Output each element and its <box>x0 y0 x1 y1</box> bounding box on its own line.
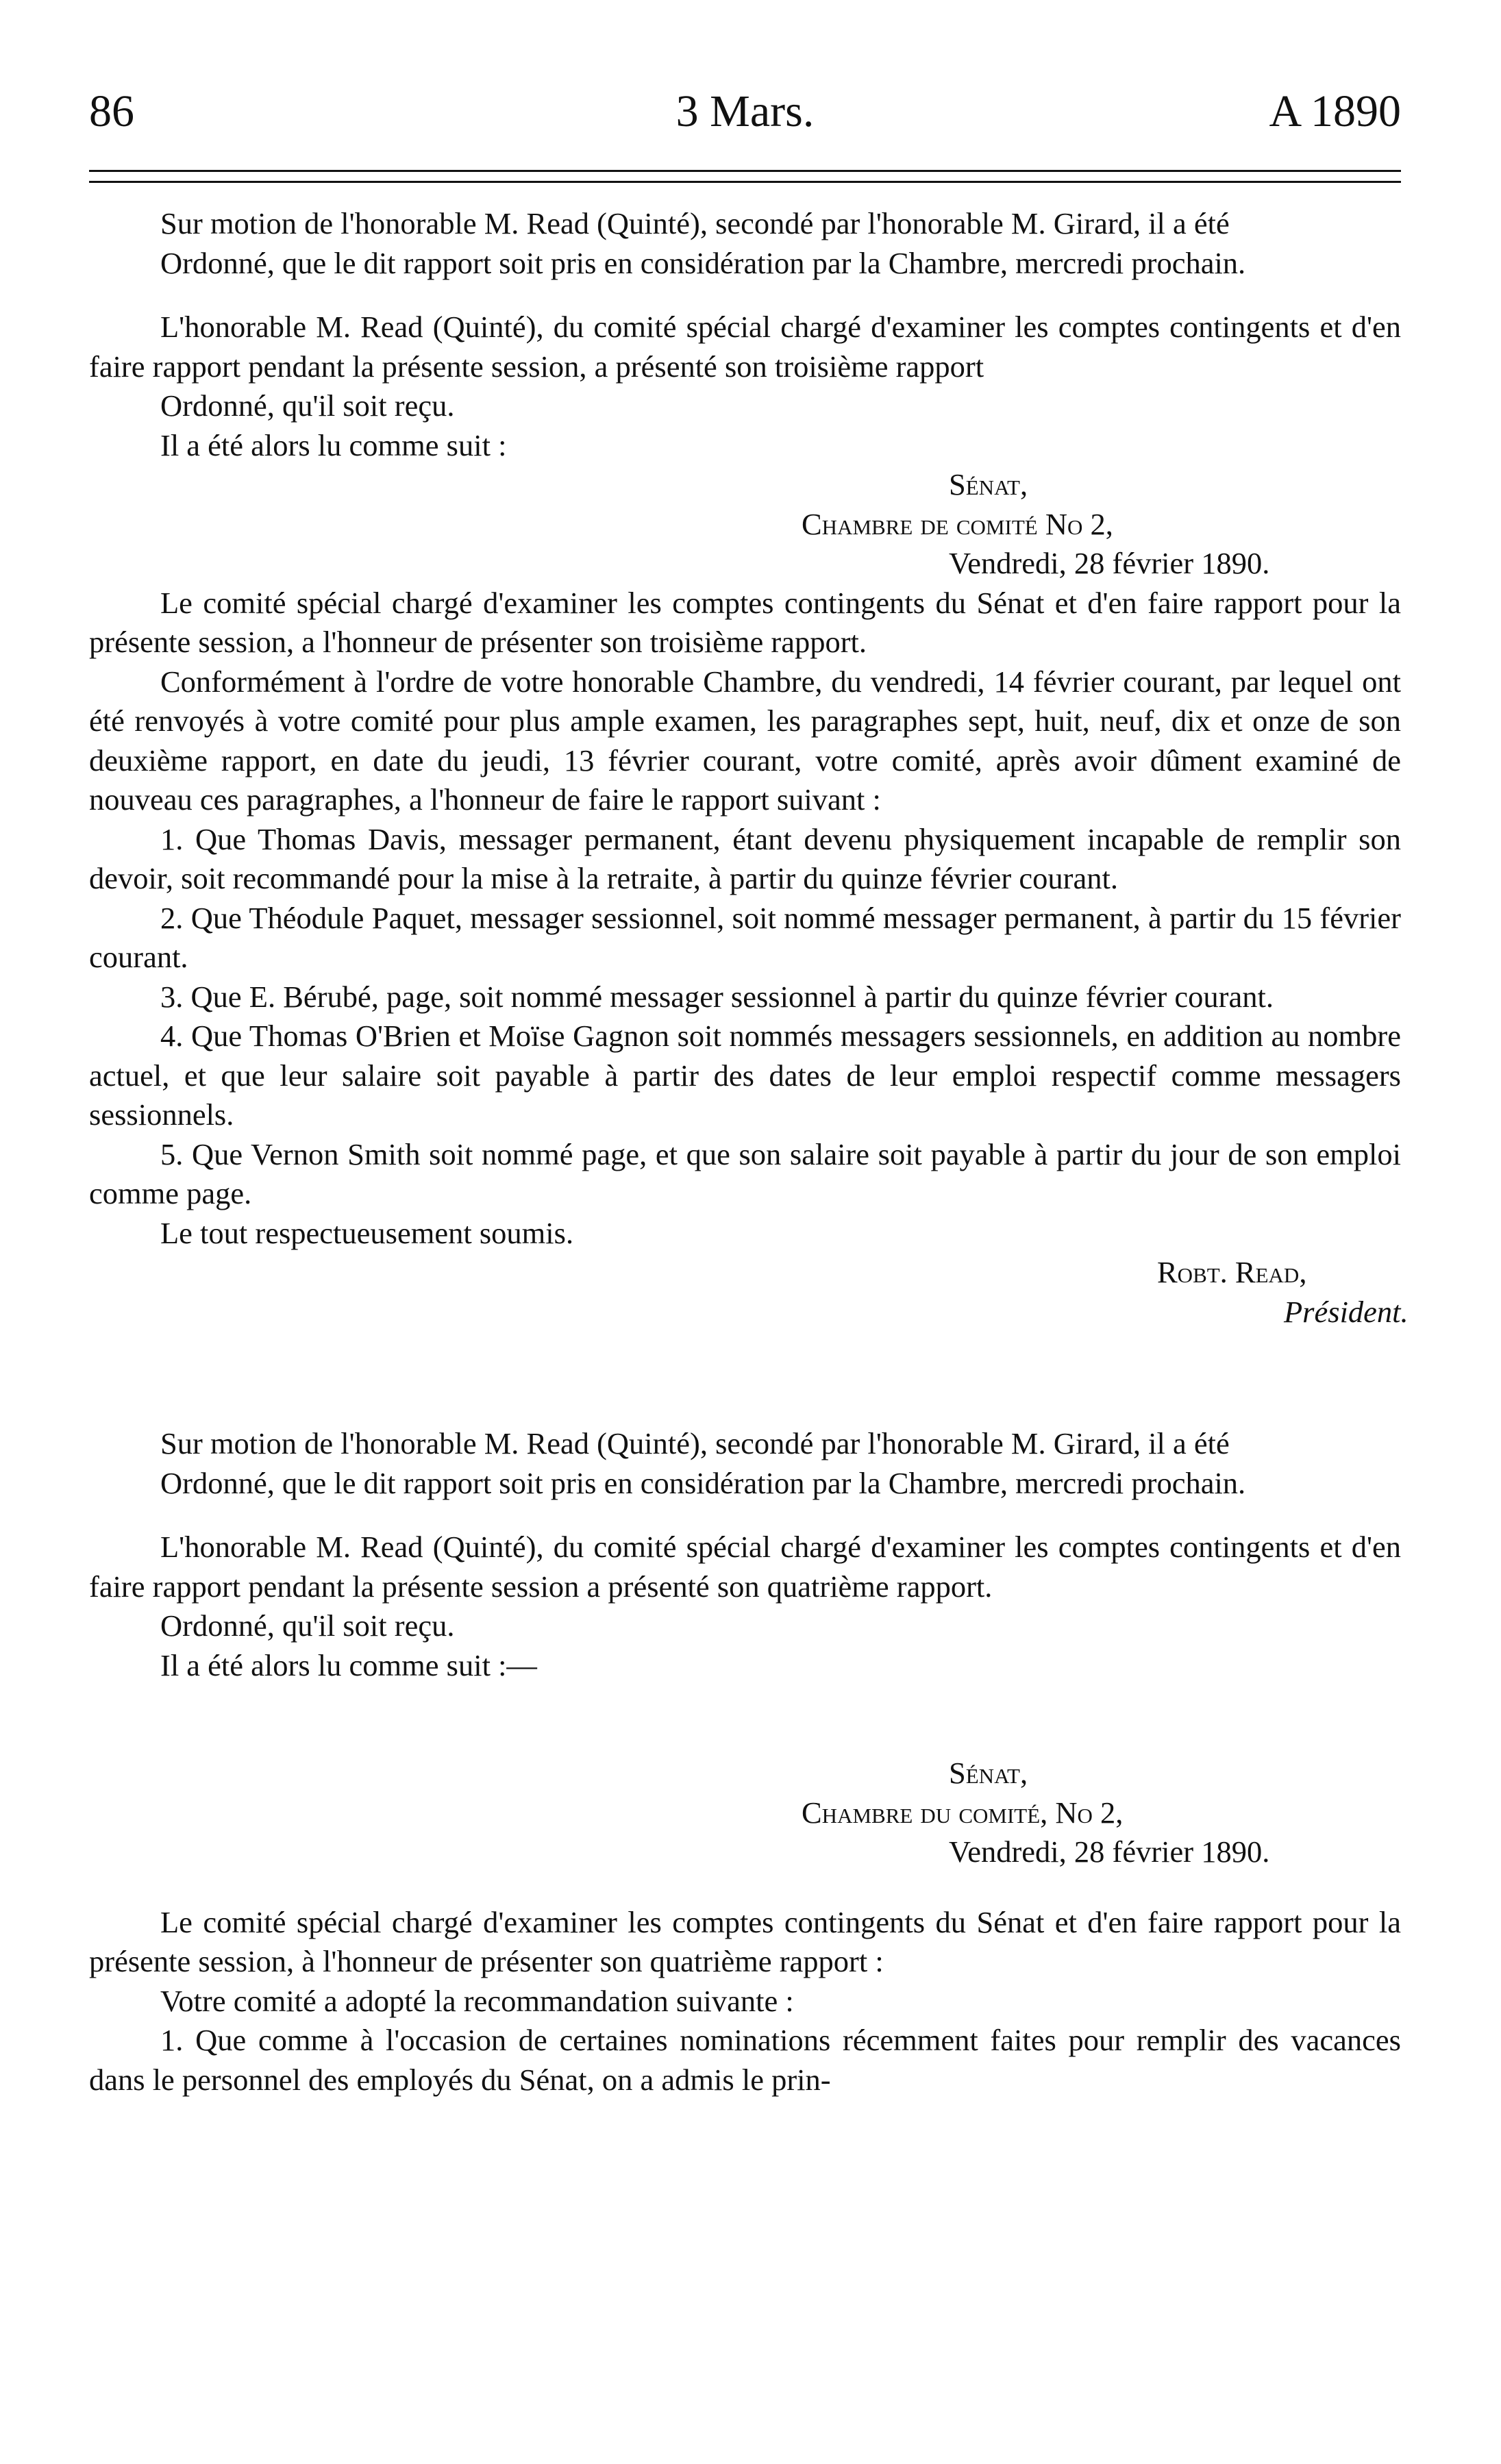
letter-room-heading: Chambre du comité, No 2, <box>802 1795 1124 1830</box>
list-item: 1. Que Thomas Davis, messager permanent, étant devenu physiquement incapable de remplir son devoir, soit recommandé pour la mise à la retraite, à partir du quinze février courant. <box>89 821 1401 895</box>
read-as-follows-paragraph: Il a été alors lu comme suit : <box>160 427 507 462</box>
list-item: 4. Que Thomas O'Brien et Moïse Gagnon soit nommés messagers sessionnels, en addition au nombre actuel, et que leur salaire soit payable à partir des dates de leur emploi respectif comme messagers sessionnels. <box>89 1019 1401 1132</box>
list-item: 5. Que Vernon Smith soit nommé page, et que son salaire soit payable à partir du jour de son emploi comme page. <box>89 1136 1401 1210</box>
order-received-paragraph: Ordonné, qu'il soit reçu. <box>160 1608 455 1643</box>
motion-paragraph: Sur motion de l'honorable M. Read (Quinté), secondé par l'honorable M. Girard, il a été <box>160 1426 1230 1460</box>
motion-paragraph: Sur motion de l'honorable M. Read (Quinté), secondé par l'honorable M. Girard, il a été <box>160 206 1230 240</box>
report-presented-paragraph: L'honorable M. Read (Quinté), du comité spécial chargé d'examiner les comptes contingents et d'en faire rapport pendant la présente session a présenté son quatrième rapport. <box>89 1530 1401 1604</box>
letter-senat-heading: Sénat, <box>949 467 1028 501</box>
letter-body-paragraph: Conformément à l'ordre de votre honorable Chambre, du vendredi, 14 février courant, par lequel ont été renvoyés à votre comité pour plus ample examen, les paragraphes sept, huit, neuf, dix et onze de son deuxième rapport, en date du jeudi, 13 février courant, votre comité, après avoir dûment examiné de nouveau ces paragraphes, a l'honneur de faire le rapport suivant : <box>89 664 1401 817</box>
letter-date: Vendredi, 28 février 1890. <box>949 1834 1270 1869</box>
letter-date: Vendredi, 28 février 1890. <box>949 546 1270 580</box>
letter-senat-heading: Sénat, <box>949 1756 1028 1790</box>
signature-name: Robt. Read, <box>1157 1255 1307 1289</box>
header-year: A 1890 <box>1269 86 1401 136</box>
letter-intro-paragraph: Le comité spécial chargé d'examiner les comptes contingents du Sénat et d'en faire rapport pour la présente session, à l'honneur de présenter son quatrième rapport : <box>89 1904 1401 1978</box>
report-presented-paragraph: L'honorable M. Read (Quinté), du comité spécial chargé d'examiner les comptes contingents et d'en faire rapport pendant la présente session, a présenté son troisième rapport <box>89 310 1401 384</box>
header-date: 3 Mars. <box>675 86 815 136</box>
document-body <box>89 204 1409 2100</box>
page-header <box>89 81 1401 142</box>
header-rule-bottom <box>89 181 1401 183</box>
letter-room-heading: Chambre de comité No 2, <box>802 506 1113 541</box>
read-as-follows-paragraph: Il a été alors lu comme suit :— <box>160 1647 537 1682</box>
letter-body-paragraph: Votre comité a adopté la recommandation suivante : <box>160 1983 794 2018</box>
order-received-paragraph: Ordonné, qu'il soit reçu. <box>160 388 455 423</box>
letter-intro-paragraph: Le comité spécial chargé d'examiner les comptes contingents du Sénat et d'en faire rapport pour la présente session, a l'honneur de présenter son troisième rapport. <box>89 585 1401 659</box>
order-paragraph: Ordonné, que le dit rapport soit pris en considération par la Chambre, mercredi prochain. <box>160 245 1246 280</box>
header-rule-top <box>89 170 1401 172</box>
list-item: 1. Que comme à l'occasion de certaines nominations récemment faites pour remplir des vacances dans le personnel des employés du Sénat, on a admis le prin- <box>89 2023 1401 2097</box>
page-number: 86 <box>89 86 134 136</box>
signature-title: Président. <box>1284 1294 1409 1329</box>
list-item: 3. Que E. Bérubé, page, soit nommé messager sessionnel à partir du quinze février courant. <box>160 979 1274 1014</box>
closing-line: Le tout respectueusement soumis. <box>160 1215 574 1250</box>
order-paragraph: Ordonné, que le dit rapport soit pris en considération par la Chambre, mercredi prochain. <box>160 1465 1246 1500</box>
list-item: 2. Que Théodule Paquet, messager sessionnel, soit nommé messager permanent, à partir du 15 février courant. <box>89 900 1401 974</box>
